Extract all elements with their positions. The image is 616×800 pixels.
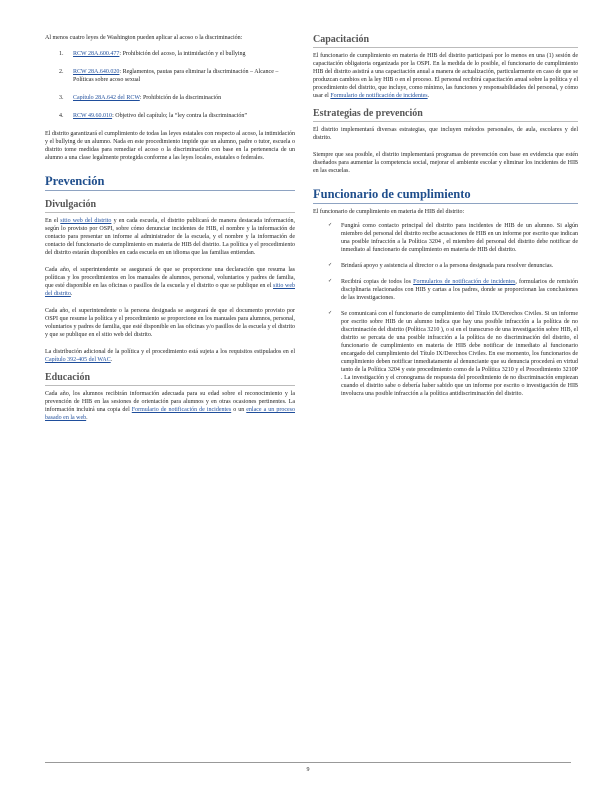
duties-list [313, 222, 578, 398]
web-process-link[interactable]: enlace a un proceso basado en la web [45, 407, 295, 421]
divulgacion-paragraph-4: La distribución adicional de la política y el procedimiento está sujeta a los requisitos estipulados en el Capítulo 392-405 del WAC. [45, 349, 295, 363]
estrategias-paragraph-1: El distrito implementará diversas estrategias, que incluyen métodos personales, de aula, escolares y del distrito. [313, 127, 578, 141]
incident-forms-link[interactable]: Formularios de notificación de incidentes [413, 279, 516, 285]
divulgacion-heading: Divulgación [45, 199, 295, 213]
page-number: 9 [306, 767, 310, 773]
checkmark-icon: ✓ [328, 223, 333, 228]
law-link-rcw-49-60-010[interactable]: RCW 49.60.010 [73, 113, 113, 119]
footer-divider [45, 762, 571, 763]
capacitacion-heading: Capacitación [313, 34, 578, 48]
laws-intro: Al menos cuatro leyes de Washington pueden aplicar al acoso o la discriminación: [45, 35, 243, 41]
list-item: ✓ Brindará apoyo y asistencia al director o a la persona designada para resolver denuncias. [328, 263, 554, 269]
divulgacion-paragraph-2: Cada año, el superintendente se asegurará de que se proporcione una declaración que resuma las políticas y los procedimientos en los manuales de alumnos, personal, voluntarios y padres de familia, que esté disponible en las oficinas o pasillos de la escuela y el distrito o que se publique en el sitio web del distrito. [45, 267, 295, 297]
law-link-capitulo-28a-642[interactable]: Capítulo 28A.642 del RCW [73, 95, 140, 101]
left-column [45, 34, 295, 422]
checkmark-icon: ✓ [328, 311, 333, 316]
guarantee-paragraph: El distrito garantizará el cumplimiento de todas las leyes estatales con respecto al acoso, la intimidación y el bullying de un alumno. Nada en este procedimiento impide que un alumno, padre o tutor, escuela o distrito tome medidas para remediar el acoso o la discriminación con base en la pertenencia de un alumno a una clase legalmente protegida conforme a las leyes locales, estatales o federales. [45, 131, 295, 161]
incident-form-link[interactable]: Formulario de notificación de incidentes [330, 93, 428, 99]
divulgacion-paragraph-1: En el sitio web del distrito y en cada escuela, el distrito publicará de manera destacada información, según lo provisto por OSPI, sobre cómo denunciar incidentes de HIB, el nombre y la información de contacto para presentar un informe al administrador de la escuela, y el nombre y la información de contacto del funcionario de cumplimiento en materia de HIB del distrito. La política y el procedimiento del distrito estarán disponibles en cada escuela en un idioma que las familias entiendan. [45, 218, 295, 256]
funcionario-heading: Funcionario de cumplimiento [313, 187, 578, 204]
law-item: 2. RCW 28A.640.020: Reglamentos, pautas para eliminar la discriminación – Alcance – Políticas sobre acoso sexual [59, 69, 279, 83]
wac-chapter-link[interactable]: Capítulo 392-405 del WAC [45, 357, 111, 363]
capacitacion-paragraph: El funcionario de cumplimiento en materia de HIB del distrito participará por lo menos en una (1) sesión de capacitación obligatoria organizada por la OSPI. En la medida de lo posible, el funcionario de cumplimiento HIB del distrito asistirá a una capacitación anual a manera de actualización, particularmente en caso de que se produzcan cambios en la ley HIB o en el proceso. El personal recibirá capacitación anual sobre la política y el procedimiento del distrito, que incluye, como mínimo, las funciones y responsabilidades del personal, y cómo usar el Formulario de notificación de incidentes. [313, 53, 578, 99]
checkmark-icon: ✓ [328, 263, 333, 268]
laws-list [45, 50, 295, 120]
prevencion-heading: Prevención [45, 174, 295, 191]
divulgacion-paragraph-3: Cada año, el superintendente o la persona designada se asegurará de que el documento provisto por OSPI que resume la política y el procedimiento se proporcione en los manuales para alumnos, personal, voluntarios y padres de familia, que esté disponible en las oficinas y/o pasillos de la escuela y el distrito y que se publique en el sitio web del distrito. [45, 308, 295, 338]
law-item: 3. Capítulo 28A.642 del RCW: Prohibición de la discriminación [59, 95, 222, 101]
law-item: 1. RCW 28A.600.477: Prohibición del acoso, la intimidación y el bullying [59, 51, 246, 57]
estrategias-heading: Estrategias de prevención [313, 108, 578, 122]
right-column [313, 34, 578, 406]
list-item: ✓ Fungirá como contacto principal del distrito para incidentes de HIB de un alumno. Si algún miembro del personal del distrito recibe acusaciones de HIB en un informe por escrito que indican una posible infracción a la Política 3204 , el miembro del personal del distrito debe notificar de inmediato al funcionario de cumplimiento en materia de HIB del distrito. [328, 223, 578, 253]
law-link-rcw-28a-640-020[interactable]: RCW 28A.640.020 [73, 69, 120, 75]
funcionario-intro: El funcionario de cumplimiento en materia de HIB del distrito: [313, 209, 465, 215]
law-link-rcw-28a-600-477[interactable]: RCW 28A.600.477 [73, 51, 120, 57]
checkmark-icon: ✓ [328, 279, 333, 284]
district-website-link[interactable]: sitio web del distrito [45, 283, 295, 297]
list-item: ✓ Recibirá copias de todos los Formularios de notificación de incidentes, formularios de remisión disciplinaria relacionados con HIB y cartas a los padres, donde se proporcionan las conclusiones de las investigaciones. [328, 279, 578, 301]
law-item: 4. RCW 49.60.010: Objetivo del capítulo; la “ley contra la discriminación” [59, 113, 248, 119]
educacion-heading: Educación [45, 372, 295, 386]
educacion-paragraph: Cada año, los alumnos recibirán información adecuada para su edad sobre el reconocimiento y la prevención de HIB en las sesiones de orientación para alumnos y en otras ocasiones pertinentes. La información incluirá una copia del Formulario de notificación de incidentes o un enlace a un proceso basado en la web. [45, 391, 295, 421]
estrategias-paragraph-2: Siempre que sea posible, el distrito implementará programas de prevención con base en evidencia que estén diseñados para aumentar la competencia social, mejorar el ambiente escolar y eliminar los incidentes de HIB en las escuelas. [313, 152, 578, 174]
list-item: ✓ Se comunicará con el funcionario de cumplimiento del Título IX/Derechos Civiles. Si un informe por escrito sobre HIB de un alumno indica que hay una posible infracción a la política de no discriminación del distrito (Política 3210 ), o si en el transcurso de una investigación sobre HIB, el distrito se percata de una posible infracción a la política de no discriminación del distrito, el funcionario de cumplimiento en materia de HIB debe notificar de inmediato al funcionario encargado del cumplimiento del Título IX/Derechos Civiles. En ese momento, los funcionarios de cumplimiento deben notificar inmediatamente al denunciante que su denuncia procederá en virtud tanto de la Política 3204 y este procedimiento como de la Política 3210 y el Procedimiento 3210P . La investigación y el cronograma de respuesta del procedimiento de no discriminación empiezan cuando el distrito sabe o debería haber sabido que un informe por escrito o investigación de HIB involucra una posible infracción a la política antidiscriminación del distrito. [328, 311, 578, 397]
district-website-link[interactable]: sitio web del distrito [60, 218, 112, 224]
incident-form-link[interactable]: Formulario de notificación de incidentes [131, 407, 232, 413]
